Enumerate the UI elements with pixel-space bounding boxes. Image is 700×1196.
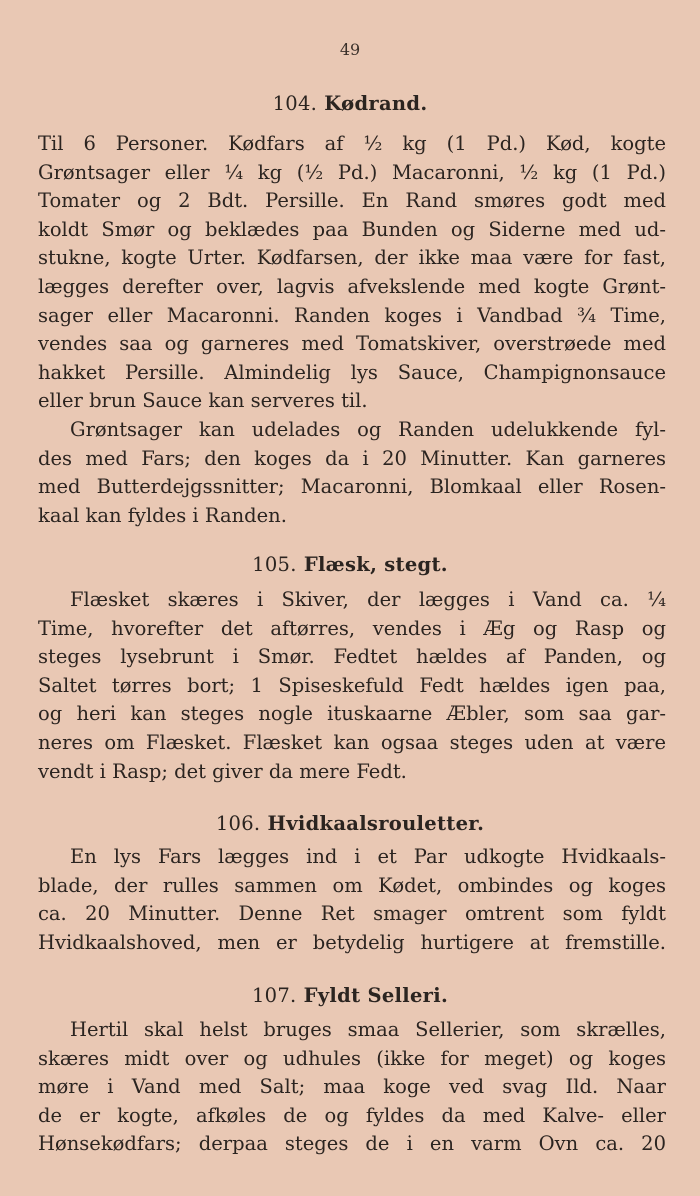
recipe-body-105 <box>38 586 666 786</box>
text-line: steges lysebrunt i Smør. Fedtet hældes af Panden, og <box>38 645 666 669</box>
text-line: Time, hvorefter det aftørres, vendes i Æg og Rasp og <box>38 616 666 640</box>
text-line: Til 6 Personer. Kødfars af ½ kg (1 Pd.) Kød, kogte <box>38 132 666 155</box>
text-line: Hvidkaalshoved, men er betydelig hurtigere at fremstille. <box>38 930 666 954</box>
text-line: møre i Vand med Salt; maa koge ved svag Ild. Naar <box>38 1075 666 1099</box>
text-line: med Butterdejgssnitter; Macaronni, Blomkaal eller Rosen- <box>38 475 666 499</box>
recipe-title: Kødrand. <box>324 92 428 115</box>
text-line: de er kogte, afkøles de og fyldes da med Kalve- eller <box>38 1103 666 1127</box>
recipe-number: 106. <box>215 812 261 835</box>
recipe-number: 105. <box>252 553 297 576</box>
text-line: neres om Flæsket. Flæsket kan ogsaa steges uden at være <box>38 730 666 754</box>
recipe-number: 107. <box>251 984 297 1007</box>
text-line: hakket Persille. Almindelig lys Sauce, Champignonsauce <box>38 360 666 384</box>
recipe-title: Fyldt Selleri. <box>303 984 449 1007</box>
text-line: koldt Smør og beklædes paa Bunden og Siderne med ud- <box>38 217 666 241</box>
recipe-heading-104 <box>0 92 700 115</box>
page-number: 49 <box>339 40 361 59</box>
text-line: ca. 20 Minutter. Denne Ret smager omtrent som fyldt <box>38 902 666 926</box>
text-line: stukne, kogte Urter. Kødfarsen, der ikke maa være for fast, <box>38 246 666 270</box>
text-line: Grøntsager eller ¼ kg (½ Pd.) Macaronni, ½ kg (1 Pd.) <box>38 160 666 184</box>
recipe-body-104 <box>38 130 666 530</box>
text-line: En lys Fars lægges ind i et Par udkogte Hvidkaals- <box>70 845 666 868</box>
recipe-heading-105 <box>0 553 700 576</box>
recipe-number: 104. <box>272 92 318 115</box>
text-line: Tomater og 2 Bdt. Persille. En Rand smøres godt med <box>38 189 666 213</box>
text-line: skæres midt over og udhules (ikke for meget) og koges <box>38 1046 666 1070</box>
recipe-body-107 <box>38 1016 666 1159</box>
text-line: Hønsekødfars; derpaa steges de i en varm Ovn ca. 20 <box>38 1132 666 1156</box>
text-line: eller brun Sauce kan serveres til. <box>38 389 368 413</box>
text-line: kaal kan fyldes i Randen. <box>38 503 287 527</box>
recipe-heading-106 <box>0 812 700 835</box>
text-line: vendes saa og garneres med Tomatskiver, overstrøede med <box>38 332 666 356</box>
text-line: lægges derefter over, lagvis afvekslende med kogte Grønt- <box>38 274 666 298</box>
text-line: og heri kan steges nogle ituskaarne Æbler, som saa gar- <box>38 702 666 726</box>
text-line: vendt i Rasp; det giver da mere Fedt. <box>38 759 407 783</box>
text-line: Grøntsager kan udelades og Randen udelukkende fyl- <box>70 417 666 441</box>
text-line: blade, der rulles sammen om Kødet, ombindes og koges <box>38 873 666 897</box>
recipe-body-106 <box>38 843 666 957</box>
text-line: Flæsket skæres i Skiver, der lægges i Vand ca. ¼ <box>70 588 666 611</box>
text-line: des med Fars; den koges da i 20 Minutter. Kan garneres <box>38 446 666 470</box>
text-line: Hertil skal helst bruges smaa Sellerier, som skrælles, <box>70 1018 666 1041</box>
recipe-heading-107 <box>0 984 700 1007</box>
recipe-title: Flæsk, stegt. <box>303 553 448 576</box>
recipe-title: Hvidkaalsrouletter. <box>267 812 485 835</box>
text-line: sager eller Macaronni. Randen koges i Vandbad ¾ Time, <box>38 303 666 327</box>
text-line: Saltet tørres bort; 1 Spiseskefuld Fedt hældes igen paa, <box>38 673 666 697</box>
